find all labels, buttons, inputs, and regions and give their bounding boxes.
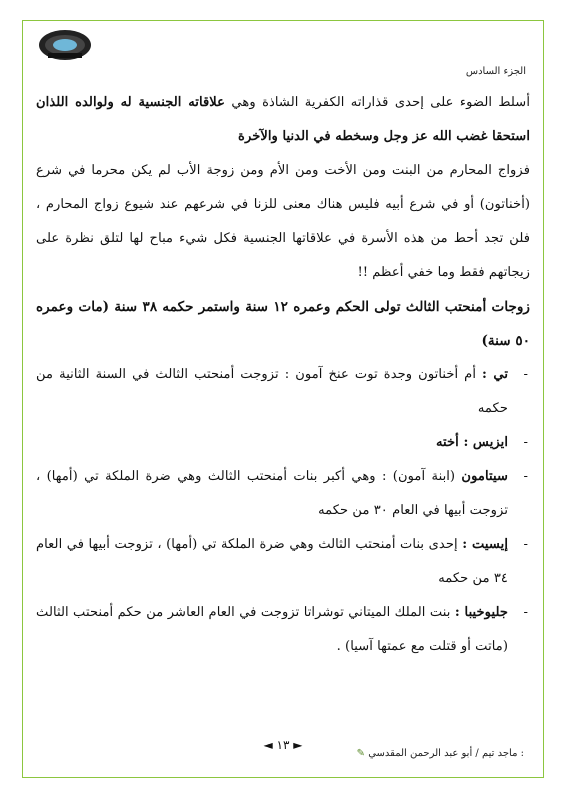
main-content xyxy=(36,86,530,664)
wife-name: ايزيس : أخته xyxy=(435,435,508,450)
wife-name: سيتامون xyxy=(461,469,508,484)
list-item xyxy=(36,528,530,596)
bullet-dash: - xyxy=(523,537,528,552)
page-number: ◄ ١٣ ► xyxy=(263,738,303,752)
author-credit xyxy=(357,748,524,759)
wife-description: إحدى بنات أمنحتب الثالث وهي ضرة الملكة تي (أمها) ، تزوجت أبيها في العام ٣٤ من حكمه xyxy=(36,537,508,586)
wife-description: أم أخناتون وجدة توت عنخ آمون : تزوجت أمنحتب الثالث في السنة الثانية من حكمه xyxy=(36,367,508,416)
list-item xyxy=(36,596,530,664)
wives-list xyxy=(36,358,530,664)
intro-paragraph-1 xyxy=(36,86,530,154)
bullet-dash: - xyxy=(523,469,528,484)
list-item xyxy=(36,426,530,460)
site-logo xyxy=(38,28,92,62)
intro-text: أسلط الضوء على إحدى قذاراته الكفرية الشاذة وهي xyxy=(225,95,530,110)
bullet-dash: - xyxy=(523,435,528,450)
intro-paragraph-2: فزواج المحارم من البنت ومن الأخت ومن الأم ومن زوجة الأب لم يكن محرما في شرع (أخناتون) أو في شرع أبيه فليس هناك معنى للزنا في شرعهم عند شيوع زواج المحارم ، فلن تجد أحط من هذه الأسرة في علاقاتها الجنسية فكل شيء مباح لها لتلق نظرة على زيجاتهم فقط وما خفي أعظم !! xyxy=(36,163,530,280)
author-name: : ماجد تيم / أبو عبد الرحمن المقدسي xyxy=(368,748,524,759)
bullet-dash: - xyxy=(523,605,528,620)
part-label: الجزء السادس xyxy=(465,66,526,77)
bullet-dash: - xyxy=(523,367,528,382)
wife-name: جليوخيبا : xyxy=(454,605,508,620)
list-item xyxy=(36,460,530,528)
section-heading: زوجات أمنحتب الثالث تولى الحكم وعمره ١٢ سنة واستمر حكمه ٣٨ سنة (مات وعمره ٥٠ سنة) xyxy=(36,299,530,349)
page-footer xyxy=(22,732,544,772)
wife-name: تي : xyxy=(482,367,509,382)
wife-name: إيسيت : xyxy=(462,537,508,552)
intro-bold-text: علاقاته الجنسية له ولوالده اللذان استحقا غضب الله عز وجل وسخطه في الدنيا والآخرة xyxy=(36,95,530,144)
wife-description: بنت الملك الميتاني توشراتا تزوجت في العام العاشر من حكم أمنحتب الثالث (ماتت أو قتلت مع عمتها آسيا) . xyxy=(36,605,508,654)
pen-icon: ✎ xyxy=(356,748,366,759)
wife-description: (ابنة آمون) : وهي أكبر بنات أمنحتب الثالث وهي ضرة الملكة تي (أمها) ، تزوجت أبيها في العام ٣٠ من حكمه xyxy=(36,469,508,518)
list-item xyxy=(36,358,530,426)
